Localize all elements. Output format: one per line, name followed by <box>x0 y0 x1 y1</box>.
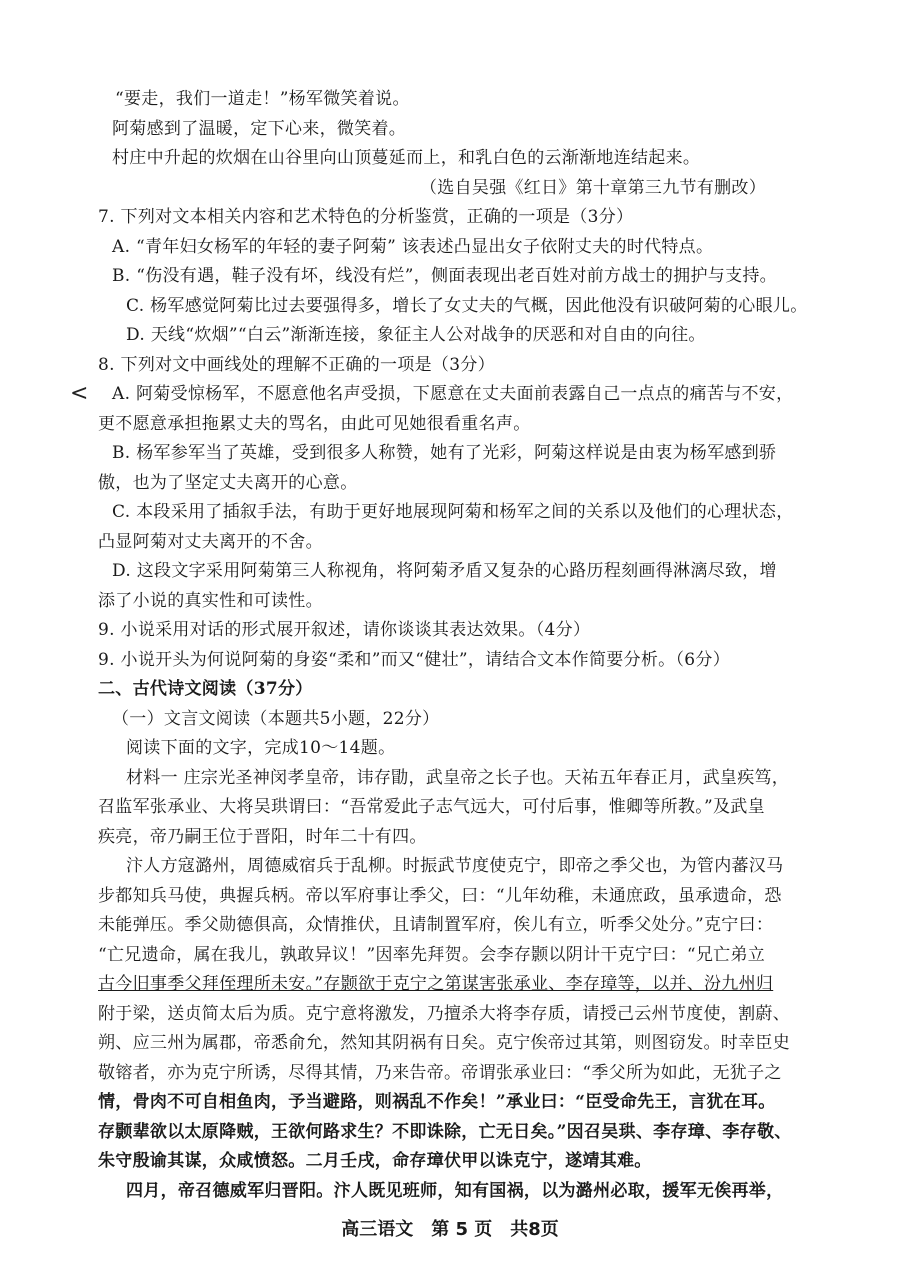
passage-line: 敬镕者，亦为克宁所诱，尽得其情，乃来告帝。帝谓张承业曰：“季父所为如此，无犹子之 <box>98 1063 782 1083</box>
option-8a: A. 阿菊受惊杨军，不愿意他名声受损，下愿意在丈夫面前表露自己一点点的痛苦与不安， <box>112 384 794 404</box>
passage-line: 朱守殷谕其谋，众咸愤怒。二月壬戌，命存璋伏甲以诛克宁，遂靖其难。 <box>98 1151 652 1171</box>
option-8b-cont: 傲，也为了坚定丈夫离开的心意。 <box>98 473 358 493</box>
passage-line: 情，骨肉不可自相鱼肉，予当避路，则祸乱不作矣！”承业曰：“臣受命先王，言犹在耳。 <box>98 1092 776 1112</box>
option-8c: C. 本段采用了插叙手法，有助于更好地展现阿菊和杨军之间的关系以及他们的心理状态， <box>112 502 794 522</box>
passage-line: 附于梁，送贞简太后为质。克宁意将激发，乃擅杀大将李存质，请授己云州节度使，割蔚、 <box>98 1004 790 1024</box>
passage-line: 朔、应三州为属郡，帝悉俞允，然知其阴祸有日矣。克宁俟帝过其第，则图窃发。时幸臣史 <box>98 1033 790 1053</box>
question-7: 7. 下列对文本相关内容和艺术特色的分析鉴赏，正确的一项是（3分） <box>98 207 634 227</box>
passage-line: “亡兄遗命，属在我儿，孰敢异议！”因率先拜贺。会李存颢以阴计干克宁曰：“兄亡弟立 <box>98 945 766 965</box>
passage-line: 召监军张承业、大将吴珙谓曰：“吾常爱此子志气远大，可付后事，惟卿等所教。”及武皇 <box>98 797 765 817</box>
option-7b: B. “伤没有遇，鞋子没有坏，线没有烂”，侧面表现出老百姓对前方战士的拥护与支持。 <box>112 266 777 286</box>
option-8d-cont: 添了小说的真实性和可读性。 <box>98 591 323 611</box>
subsection-heading: （一）文言文阅读（本题共5小题，22分） <box>112 709 440 729</box>
option-7a: A. “青年妇女杨军的年轻的妻子阿菊” 该表述凸显出女子依附丈夫的时代特点。 <box>112 237 714 257</box>
margin-mark: < <box>70 381 89 406</box>
passage-line: 四月，帝召德威军归晋阳。汴人既见班师，知有国祸，以为潞州必取，援军无俟再举， <box>126 1181 784 1201</box>
text-line: 村庄中升起的炊烟在山谷里向山顶蔓延而上，和乳白色的云渐渐地连结起来。 <box>112 148 701 168</box>
option-7c: C. 杨军感觉阿菊比过去要强得多，增长了女丈夫的气概，因此他没有识破阿菊的心眼儿。 <box>126 296 808 316</box>
option-8d: D. 这段文字采用阿菊第三人称视角，将阿菊矛盾又复杂的心路历程刻画得淋漓尽致，增 <box>112 561 777 581</box>
text-line: 阿菊感到了温暖，定下心来，微笑着。 <box>112 119 407 139</box>
question-9b: 9. 小说开头为何说阿菊的身姿“柔和”而又“健壮”，请结合文本作简要分析。（6分） <box>98 650 731 670</box>
passage-line: 汴人方寇潞州，周德威宿兵于乱柳。时振武节度使克宁，即帝之季父也，为管内蕃汉马 <box>126 856 784 876</box>
option-8a-cont: 更不愿意承担拖累丈夫的骂名，由此可见她很看重名声。 <box>98 414 531 434</box>
option-8c-cont: 凸显阿菊对丈夫离开的不舍。 <box>98 532 323 552</box>
passage-line: 疾亮，帝乃嗣王位于晋阳，时年二十有四。 <box>98 827 427 847</box>
passage-line: 存颢辈欲以太原降贼，王欲何路求生？不即诛除，亡无日矣。”因召吴珙、李存璋、李存敬、 <box>98 1122 792 1142</box>
text-line: “要走，我们一道走！”杨军微笑着说。 <box>115 89 410 109</box>
section-heading: 二、古代诗文阅读（37分） <box>98 679 313 699</box>
passage-line: 材料一 庄宗光圣神闵孝皇帝，讳存勖，武皇帝之长子也。天祐五年春正月，武皇疾笃， <box>126 768 790 788</box>
page-footer: 高三语文 第 5 页 共8页 <box>341 1219 559 1240</box>
option-8b: B. 杨军参军当了英雄，受到很多人称赞，她有了光彩，阿菊这样说是由衷为杨军感到骄 <box>112 443 777 463</box>
instruction: 阅读下面的文字，完成10～14题。 <box>126 738 396 758</box>
passage-line: 步都知兵马使，典握兵柄。帝以军府事让季父，曰：“儿年幼稚，未通庶政，虽承遗命，恐 <box>98 886 782 906</box>
option-7d: D. 天线“炊烟”“白云”渐渐连接，象征主人公对战争的厌恶和对自由的向往。 <box>126 325 706 345</box>
source-citation: （选自吴强《红日》第十章第三九节有删改） <box>420 178 766 198</box>
passage-line-underlined: 古今旧事季父拜侄理所未安。”存颢欲于克宁之第谋害张承业、李存璋等，以并、汾九州归 <box>98 974 774 994</box>
question-8: 8. 下列对文中画线处的理解不正确的一项是（3分） <box>98 355 495 375</box>
passage-line: 未能弹压。季父勋德俱高，众情推伏，且请制置军府，俟儿有立，听季父处分。”克宁曰： <box>98 915 774 935</box>
question-9: 9. 小说采用对话的形式展开叙述，请你谈谈其表达效果。（4分） <box>98 620 591 640</box>
